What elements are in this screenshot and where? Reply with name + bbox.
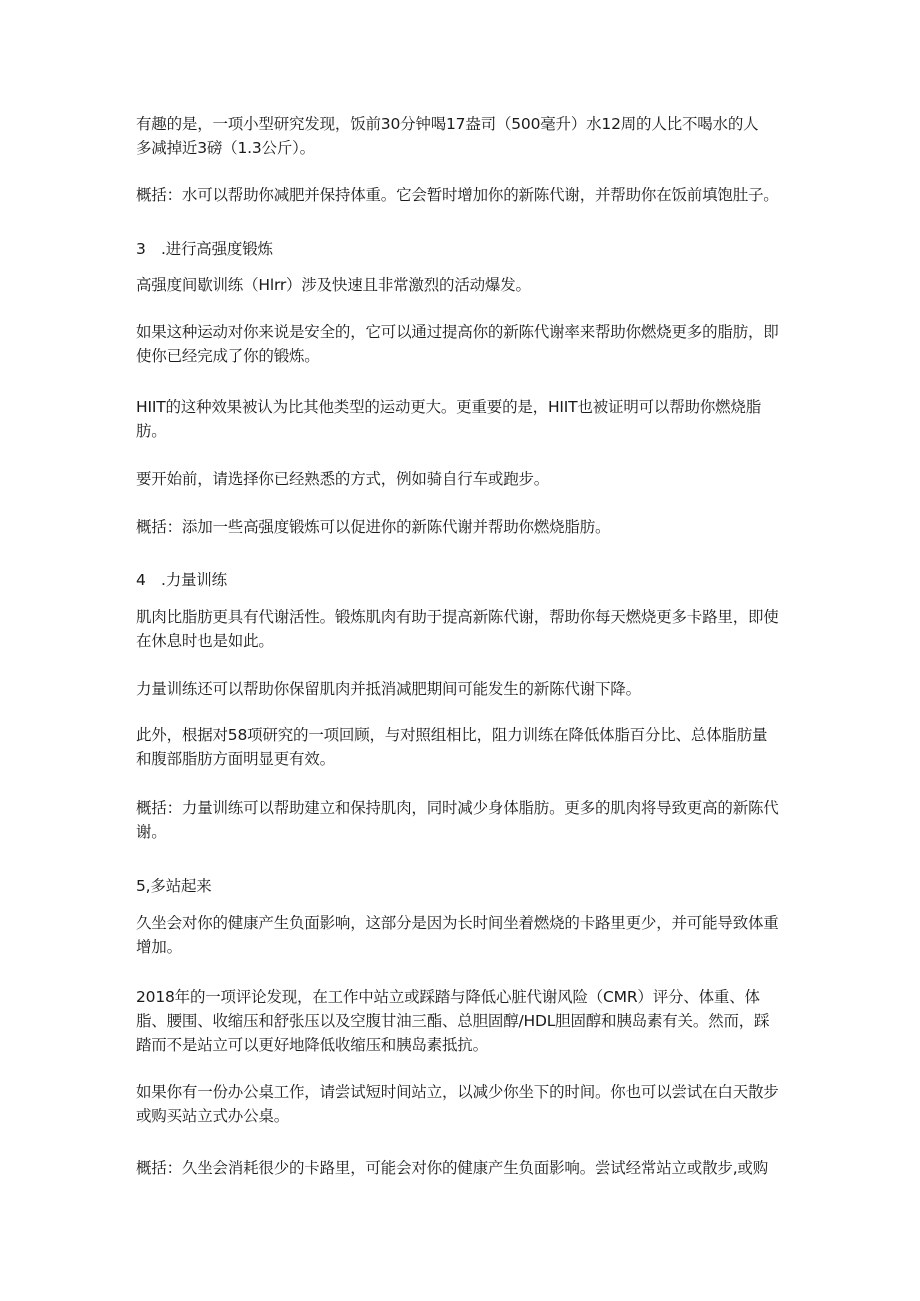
text-line: 谢。	[136, 823, 167, 841]
text-line: 要开始前，请选择你已经熟悉的方式，例如骑自行车或跑步。	[136, 470, 550, 488]
text-line: 肌肉比脂肪更具有代谢活性。锻炼肌肉有助于提高新陈代谢，帮助你每天燃烧更多卡路里，即使	[136, 608, 779, 626]
text-line: 概括：力量训练可以帮助建立和保持肌肉，同时减少身体脂肪。更多的肌肉将导致更高的新陈代	[136, 799, 779, 817]
paragraph-hiit-safe	[136, 320, 790, 368]
text-line: 踏而不是站立可以更好地降低收缩压和胰岛素抵抗。	[136, 1036, 488, 1054]
paragraph-water-study	[136, 112, 790, 160]
summary-hiit	[136, 515, 790, 539]
summary-strength	[136, 796, 790, 844]
text-line: 概括：水可以帮助你减肥并保持体重。它会暂时增加你的新陈代谢，并帮助你在饭前填饱肚子。	[136, 186, 779, 204]
summary-water	[136, 183, 790, 207]
text-line: 使你已经完成了你的锻炼。	[136, 347, 320, 365]
paragraph-resistance-review	[136, 723, 790, 771]
summary-sitting	[136, 1156, 790, 1180]
text-line: 和腹部脂肪方面明显更有效。	[136, 750, 335, 768]
section-heading-3: 3 .进行高强度锻炼	[136, 240, 273, 258]
text-line: 如果你有一份办公桌工作，请尝试短时间站立，以减少你坐下的时间。你也可以尝试在白天散步	[136, 1083, 779, 1101]
paragraph-hiit-start	[136, 467, 790, 491]
text-line: 增加。	[136, 938, 182, 956]
text-line: 久坐会对你的健康产生负面影响，这部分是因为长时间坐着燃烧的卡路里更少，并可能导致体重	[136, 914, 779, 932]
text-line: 概括：久坐会消耗很少的卡路里，可能会对你的健康产生负面影响。尝试经常站立或散步,或购	[136, 1159, 769, 1177]
paragraph-hiit-intro	[136, 273, 790, 297]
text-line: 此外，根据对58项研究的一项回顾，与对照组相比，阻力训练在降低体脂百分比、总体脂肪量	[136, 726, 768, 744]
text-line: 力量训练还可以帮助你保留肌肉并抵消减肥期间可能发生的新陈代谢下降。	[136, 680, 641, 698]
section-heading-5: 5,多站起来	[136, 877, 212, 895]
text-line: 在休息时也是如此。	[136, 632, 274, 650]
text-line: 高强度间歇训练（Hlrr）涉及快速且非常激烈的活动爆发。	[136, 276, 531, 294]
paragraph-desk-job	[136, 1080, 790, 1128]
text-line: 肪。	[136, 422, 167, 440]
text-line: 概括：添加一些高强度锻炼可以促进你的新陈代谢并帮助你燃烧脂肪。	[136, 518, 611, 536]
paragraph-muscle	[136, 605, 790, 653]
text-line: 2018年的一项评论发现，在工作中站立或踩踏与降低心脏代谢风险（CMR）评分、体重、体	[136, 988, 760, 1006]
text-line: 如果这种运动对你来说是安全的，它可以通过提高你的新陈代谢率来帮助你燃烧更多的脂肪，即	[136, 323, 779, 341]
text-line: 有趣的是，一项小型研究发现，饭前30分钟喝17盎司（500毫升）水12周的人比不喝水的人	[136, 115, 759, 133]
section-heading-4: 4 .力量训练	[136, 571, 227, 589]
paragraph-sitting	[136, 911, 790, 959]
text-line: 或购买站立式办公桌。	[136, 1107, 290, 1125]
paragraph-hiit-effect	[136, 395, 790, 443]
paragraph-2018-review	[136, 985, 790, 1057]
paragraph-strength-retain	[136, 677, 790, 701]
text-line: 脂、腰围、收缩压和舒张压以及空腹甘油三酯、总胆固醇/HDL胆固醇和胰岛素有关。然而，踩	[136, 1012, 770, 1030]
text-line: 多减掉近3磅（1.3公斤）。	[136, 139, 315, 157]
text-line: HIIT的这种效果被认为比其他类型的运动更大。更重要的是，HIIT也被证明可以帮助你燃烧脂	[136, 398, 762, 416]
